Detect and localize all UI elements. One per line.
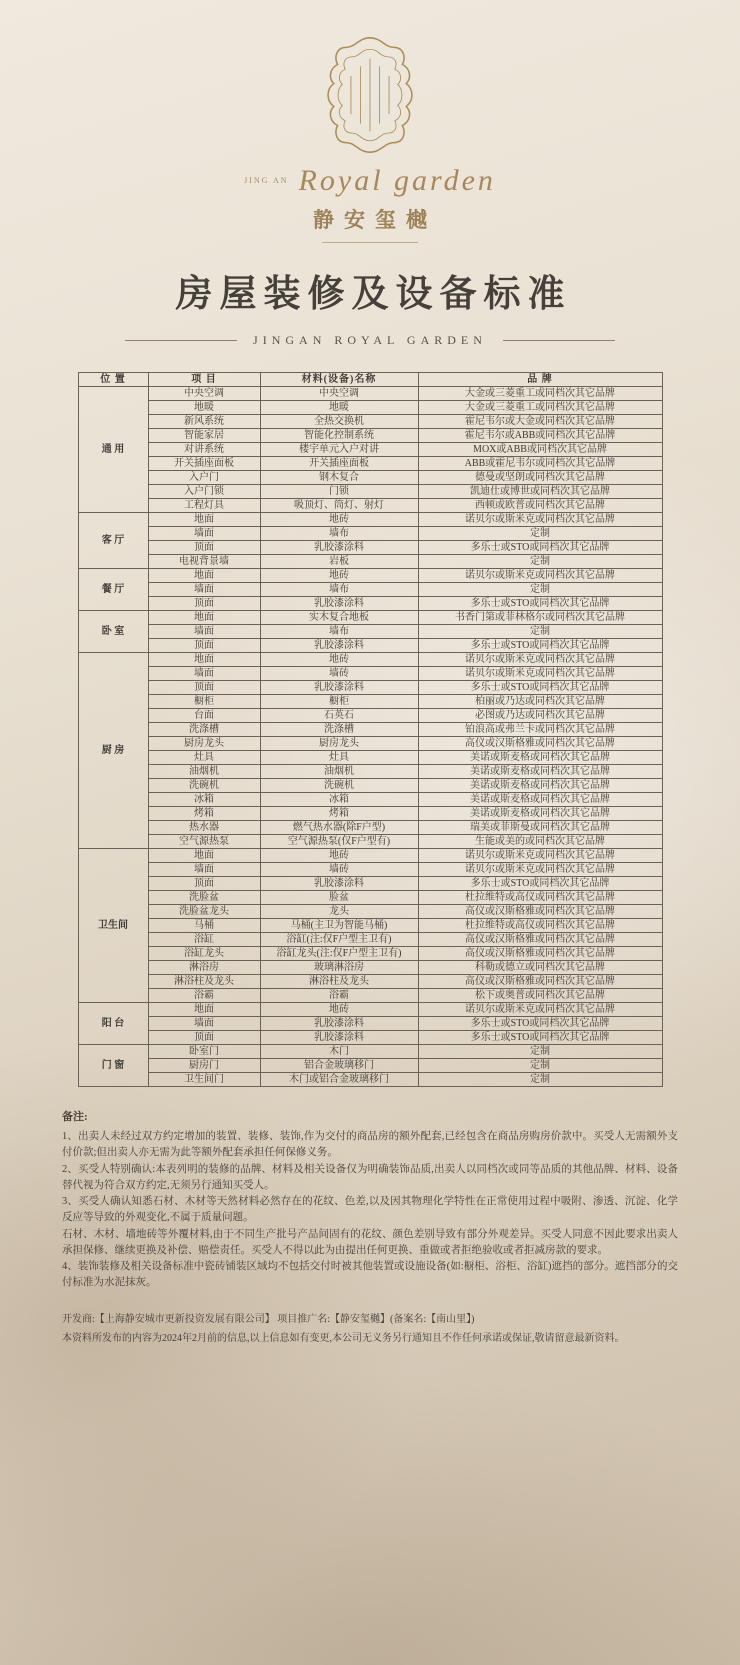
spec-cell: 霍尼韦尔或ABB或同档次其它品牌 xyxy=(418,429,662,443)
spec-cell: 地暖 xyxy=(148,401,260,415)
spec-cell: 洗涤槽 xyxy=(148,723,260,737)
table-row xyxy=(78,443,662,457)
spec-cell: 橱柜 xyxy=(260,695,418,709)
spec-cell: 墙布 xyxy=(260,527,418,541)
spec-cell: 多乐士或STO或同档次其它品牌 xyxy=(418,541,662,555)
table-row xyxy=(78,513,662,527)
spec-cell: ABB或霍尼韦尔或同档次其它品牌 xyxy=(418,457,662,471)
table-row xyxy=(78,821,662,835)
lattice-emblem-icon xyxy=(324,34,416,156)
spec-cell: 油烟机 xyxy=(148,765,260,779)
table-row xyxy=(78,807,662,821)
spec-cell: 铂浪高或弗兰卡或同档次其它品牌 xyxy=(418,723,662,737)
spec-cell: 墙面 xyxy=(148,583,260,597)
spec-cell: 诺贝尔或斯米克或同档次其它品牌 xyxy=(418,653,662,667)
location-cell: 厨 房 xyxy=(78,653,148,849)
logo-small-label: JING AN xyxy=(244,175,289,185)
spec-cell: 美诺或斯麦格或同档次其它品牌 xyxy=(418,807,662,821)
spec-cell: 美诺或斯麦格或同档次其它品牌 xyxy=(418,765,662,779)
spec-cell: 入户门锁 xyxy=(148,485,260,499)
spec-cell: 木门 xyxy=(260,1045,418,1059)
spec-cell: 多乐士或STO或同档次其它品牌 xyxy=(418,1017,662,1031)
spec-cell: 墙面 xyxy=(148,863,260,877)
spec-cell: 厨房门 xyxy=(148,1059,260,1073)
note-line: 石材、木材、墙地砖等外覆材料,由于不同生产批号产品间固有的花纹、颜色差别导致有部分外观差异。买受人同意不因此要求出卖人承担保修、继续更换及补偿、赔偿责任。买受人不得以此为由提出任何更换、重做或者拒绝验收或者拒减房款的要求。 xyxy=(62,1228,678,1256)
table-row xyxy=(78,723,662,737)
spec-cell: 定制 xyxy=(418,583,662,597)
spec-cell: 顶面 xyxy=(148,877,260,891)
spec-cell: 开关插座面板 xyxy=(260,457,418,471)
spec-cell: 顶面 xyxy=(148,541,260,555)
spec-cell: 全热交换机 xyxy=(260,415,418,429)
spec-cell: 地面 xyxy=(148,513,260,527)
spec-cell: 诺贝尔或斯米克或同档次其它品牌 xyxy=(418,513,662,527)
spec-cell: 中央空调 xyxy=(148,387,260,401)
spec-cell: 淋浴柱及龙头 xyxy=(148,975,260,989)
developer-line: 开发商:【上海静安城市更新投资发展有限公司】 项目推广名:【静安玺樾】(备案名:【南山里】) xyxy=(62,1313,475,1325)
spec-cell: 墙砖 xyxy=(260,863,418,877)
spec-cell: 马桶(主卫为智能马桶) xyxy=(260,919,418,933)
spec-cell: 电视背景墙 xyxy=(148,555,260,569)
page-title: 房屋装修及设备标准 xyxy=(175,274,572,315)
notes-label: 备注: xyxy=(62,1111,88,1123)
logo-script-name: Royal garden xyxy=(298,164,496,197)
table-row xyxy=(78,863,662,877)
spec-cell: 必图或乃达或同档次其它品牌 xyxy=(418,709,662,723)
spec-cell: 诺贝尔或斯米克或同档次其它品牌 xyxy=(418,849,662,863)
spec-cell: 顶面 xyxy=(148,681,260,695)
spec-cell: 高仪或汉斯格雅或同档次其它品牌 xyxy=(418,737,662,751)
table-row xyxy=(78,387,662,401)
location-cell: 阳 台 xyxy=(78,1003,148,1045)
spec-cell: 瑞美或菲斯曼或同档次其它品牌 xyxy=(418,821,662,835)
spec-cell: 地面 xyxy=(148,569,260,583)
spec-cell: 西顿或欧普或同档次其它品牌 xyxy=(418,499,662,513)
spec-cell: 台面 xyxy=(148,709,260,723)
table-row xyxy=(78,709,662,723)
spec-cell: 多乐士或STO或同档次其它品牌 xyxy=(418,639,662,653)
subtitle-rule-right xyxy=(503,340,615,341)
notes-lines xyxy=(62,1129,678,1292)
spec-cell: 浴缸(注:仅F户型主卫有) xyxy=(260,933,418,947)
location-cell: 卫生间 xyxy=(78,849,148,1003)
spec-cell: 石英石 xyxy=(260,709,418,723)
spec-cell: 多乐士或STO或同档次其它品牌 xyxy=(418,681,662,695)
spec-cell: 实木复合地板 xyxy=(260,611,418,625)
spec-cell: 乳胶漆涂料 xyxy=(260,877,418,891)
column-header: 项 目 xyxy=(148,373,260,387)
table-row xyxy=(78,681,662,695)
spec-cell: 乳胶漆涂料 xyxy=(260,1017,418,1031)
spec-cell: 浴霸 xyxy=(148,989,260,1003)
spec-cell: 玻璃淋浴房 xyxy=(260,961,418,975)
spec-cell: 多乐士或STO或同档次其它品牌 xyxy=(418,1031,662,1045)
column-header: 材料(设备)名称 xyxy=(260,373,418,387)
spec-cell: 智能家居 xyxy=(148,429,260,443)
table-row xyxy=(78,1031,662,1045)
spec-cell: 柏丽或乃达或同档次其它品牌 xyxy=(418,695,662,709)
spec-cell: 智能化控制系统 xyxy=(260,429,418,443)
spec-cell: 高仪或汉斯格雅或同档次其它品牌 xyxy=(418,905,662,919)
spec-cell: 冰箱 xyxy=(148,793,260,807)
spec-cell: 墙面 xyxy=(148,527,260,541)
spec-cell: 松下或奥普或同档次其它品牌 xyxy=(418,989,662,1003)
spec-cell: 卫生间门 xyxy=(148,1073,260,1087)
column-header: 位 置 xyxy=(78,373,148,387)
spec-table xyxy=(78,372,663,1087)
spec-cell: 地面 xyxy=(148,849,260,863)
spec-cell: 杜拉维特或高仪或同档次其它品牌 xyxy=(418,891,662,905)
table-row xyxy=(78,737,662,751)
spec-cell: 地面 xyxy=(148,653,260,667)
table-row xyxy=(78,877,662,891)
header-row xyxy=(78,373,662,387)
table-row xyxy=(78,1073,662,1087)
subtitle-rule-left xyxy=(125,340,237,341)
subtitle-row xyxy=(0,333,740,348)
spec-cell: 铝合金玻璃移门 xyxy=(260,1059,418,1073)
location-cell: 门 窗 xyxy=(78,1045,148,1087)
spec-cell: 多乐士或STO或同档次其它品牌 xyxy=(418,597,662,611)
spec-cell: 龙头 xyxy=(260,905,418,919)
spec-cell: 乳胶漆涂料 xyxy=(260,639,418,653)
logo-divider xyxy=(322,242,418,243)
spec-cell: 地砖 xyxy=(260,1003,418,1017)
spec-cell: 地砖 xyxy=(260,569,418,583)
table-row xyxy=(78,639,662,653)
note-line: 3、买受人确认知悉石材、木材等天然材料必然存在的花纹、色差,以及因其物理化学特性在正常使用过程中吸附、渗透、沉淀、化学反应等导致的外观变化,不属于质量问题。 xyxy=(62,1196,678,1224)
spec-cell: 诺贝尔或斯米克或同档次其它品牌 xyxy=(418,667,662,681)
footer-section xyxy=(62,1310,678,1348)
note-line: 2、买受人特别确认:本表列明的装修的品牌、材料及相关设备仅为明确装饰品质,出卖人以同档次或同等品质的其他品牌、材料、设备替代视为符合双方约定,无须另行通知买受人。 xyxy=(62,1163,678,1191)
spec-cell: 定制 xyxy=(418,527,662,541)
spec-cell: 淋浴柱及龙头 xyxy=(260,975,418,989)
table-row xyxy=(78,429,662,443)
spec-cell: 洗脸盆龙头 xyxy=(148,905,260,919)
spec-cell: 洗涤槽 xyxy=(260,723,418,737)
spec-cell: 地砖 xyxy=(260,849,418,863)
spec-cell: 定制 xyxy=(418,1059,662,1073)
table-row xyxy=(78,569,662,583)
spec-cell: 诺贝尔或斯米克或同档次其它品牌 xyxy=(418,1003,662,1017)
table-row xyxy=(78,975,662,989)
spec-cell: 定制 xyxy=(418,555,662,569)
spec-cell: 定制 xyxy=(418,1045,662,1059)
spec-cell: 热水器 xyxy=(148,821,260,835)
table-row xyxy=(78,751,662,765)
spec-cell: 墙面 xyxy=(148,667,260,681)
spec-cell: 新风系统 xyxy=(148,415,260,429)
spec-cell: 乳胶漆涂料 xyxy=(260,681,418,695)
spec-cell: 门锁 xyxy=(260,485,418,499)
table-row xyxy=(78,541,662,555)
spec-cell: 冰箱 xyxy=(260,793,418,807)
spec-cell: 诺贝尔或斯米克或同档次其它品牌 xyxy=(418,569,662,583)
spec-cell: 灶具 xyxy=(260,751,418,765)
spec-cell: 乳胶漆涂料 xyxy=(260,597,418,611)
table-row xyxy=(78,401,662,415)
spec-cell: 马桶 xyxy=(148,919,260,933)
table-row xyxy=(78,793,662,807)
spec-cell: 卧室门 xyxy=(148,1045,260,1059)
spec-cell: 洗脸盆 xyxy=(148,891,260,905)
table-row xyxy=(78,415,662,429)
table-row xyxy=(78,583,662,597)
page-subtitle: JINGAN ROYAL GARDEN xyxy=(253,333,487,347)
spec-cell: 地暖 xyxy=(260,401,418,415)
spec-cell: 乳胶漆涂料 xyxy=(260,541,418,555)
table-row xyxy=(78,905,662,919)
spec-cell: 墙面 xyxy=(148,625,260,639)
spec-cell: 凯迪仕或博世或同档次其它品牌 xyxy=(418,485,662,499)
table-row xyxy=(78,779,662,793)
notes-section xyxy=(62,1109,678,1292)
spec-cell: 顶面 xyxy=(148,639,260,653)
table-row xyxy=(78,765,662,779)
table-row xyxy=(78,527,662,541)
location-cell: 卧 室 xyxy=(78,611,148,653)
table-row xyxy=(78,835,662,849)
spec-cell: 美诺或斯麦格或同档次其它品牌 xyxy=(418,793,662,807)
table-row xyxy=(78,471,662,485)
table-row xyxy=(78,499,662,513)
spec-cell: 定制 xyxy=(418,1073,662,1087)
spec-cell: 浴缸龙头(注:仅F户型主卫有) xyxy=(260,947,418,961)
spec-cell: 顶面 xyxy=(148,1031,260,1045)
spec-cell: 对讲系统 xyxy=(148,443,260,457)
spec-cell: 入户门 xyxy=(148,471,260,485)
table-row xyxy=(78,1003,662,1017)
spec-cell: 地砖 xyxy=(260,653,418,667)
spec-cell: MOX或ABB或同档次其它品牌 xyxy=(418,443,662,457)
spec-cell: 中央空调 xyxy=(260,387,418,401)
spec-cell: 开关插座面板 xyxy=(148,457,260,471)
logo-chinese-name: 静安玺樾 xyxy=(313,208,437,232)
spec-cell: 浴缸龙头 xyxy=(148,947,260,961)
table-row xyxy=(78,961,662,975)
note-line: 1、出卖人未经过双方约定增加的装置、装修、装饰,作为交付的商品房的额外配套,已经包含在商品房购房价款中。买受人无需额外支付价款;但出卖人亦无需为此等额外配套承担任何保修义务。 xyxy=(62,1131,678,1159)
spec-cell: 浴缸 xyxy=(148,933,260,947)
spec-cell: 大金或三菱重工或同档次其它品牌 xyxy=(418,387,662,401)
location-cell: 通 用 xyxy=(78,387,148,513)
table-row xyxy=(78,597,662,611)
spec-cell: 杜拉维特或高仪或同档次其它品牌 xyxy=(418,919,662,933)
spec-cell: 顶面 xyxy=(148,597,260,611)
spec-cell: 木门或铝合金玻璃移门 xyxy=(260,1073,418,1087)
spec-cell: 墙砖 xyxy=(260,667,418,681)
spec-cell: 空气源热泵(仅F户型有) xyxy=(260,835,418,849)
spec-cell: 工程灯具 xyxy=(148,499,260,513)
spec-cell: 书香门第或菲林格尔或同档次其它品牌 xyxy=(418,611,662,625)
table-row xyxy=(78,919,662,933)
spec-cell: 浴霸 xyxy=(260,989,418,1003)
spec-cell: 厨房龙头 xyxy=(260,737,418,751)
spec-cell: 高仪或汉斯格雅或同档次其它品牌 xyxy=(418,933,662,947)
spec-cell: 大金或三菱重工或同档次其它品牌 xyxy=(418,401,662,415)
spec-cell: 钢木复合 xyxy=(260,471,418,485)
table-row xyxy=(78,695,662,709)
spec-cell: 多乐士或STO或同档次其它品牌 xyxy=(418,877,662,891)
spec-cell: 洗碗机 xyxy=(148,779,260,793)
spec-cell: 地面 xyxy=(148,611,260,625)
spec-cell: 墙布 xyxy=(260,625,418,639)
spec-cell: 脸盆 xyxy=(260,891,418,905)
table-row xyxy=(78,933,662,947)
table-row xyxy=(78,555,662,569)
spec-cell: 岩板 xyxy=(260,555,418,569)
table-row xyxy=(78,947,662,961)
spec-cell: 烤箱 xyxy=(260,807,418,821)
spec-cell: 厨房龙头 xyxy=(148,737,260,751)
spec-cell: 高仪或汉斯格雅或同档次其它品牌 xyxy=(418,947,662,961)
spec-cell: 生能或美的或同档次其它品牌 xyxy=(418,835,662,849)
table-row xyxy=(78,1017,662,1031)
table-row xyxy=(78,1059,662,1073)
brand-logo xyxy=(0,34,740,243)
spec-cell: 乳胶漆涂料 xyxy=(260,1031,418,1045)
location-cell: 餐 厅 xyxy=(78,569,148,611)
spec-cell: 诺贝尔或斯米克或同档次其它品牌 xyxy=(418,863,662,877)
table-row xyxy=(78,667,662,681)
table-row xyxy=(78,611,662,625)
spec-cell: 地面 xyxy=(148,1003,260,1017)
spec-cell: 吸顶灯、筒灯、射灯 xyxy=(260,499,418,513)
spec-cell: 美诺或斯麦格或同档次其它品牌 xyxy=(418,751,662,765)
spec-cell: 科勒或德立或同档次其它品牌 xyxy=(418,961,662,975)
spec-cell: 淋浴房 xyxy=(148,961,260,975)
spec-cell: 橱柜 xyxy=(148,695,260,709)
spec-cell: 油烟机 xyxy=(260,765,418,779)
table-row xyxy=(78,989,662,1003)
column-header: 品 牌 xyxy=(418,373,662,387)
table-row xyxy=(78,891,662,905)
table-row xyxy=(78,849,662,863)
spec-cell: 高仪或汉斯格雅或同档次其它品牌 xyxy=(418,975,662,989)
table-row xyxy=(78,485,662,499)
spec-cell: 墙面 xyxy=(148,1017,260,1031)
spec-cell: 燃气热水器(除F户型) xyxy=(260,821,418,835)
spec-cell: 空气源热泵 xyxy=(148,835,260,849)
table-row xyxy=(78,625,662,639)
spec-cell: 灶具 xyxy=(148,751,260,765)
table-row xyxy=(78,457,662,471)
note-line: 4、装饰装修及相关设备标准中瓷砖铺装区域均不包括交付时被其他装置或设施设备(如:橱柜、浴柜、浴缸)遮挡的部分。遮挡部分的交付标准为水泥抹灰。 xyxy=(62,1261,678,1289)
spec-cell: 烤箱 xyxy=(148,807,260,821)
spec-cell: 美诺或斯麦格或同档次其它品牌 xyxy=(418,779,662,793)
spec-cell: 楼宇单元入户对讲 xyxy=(260,443,418,457)
spec-cell: 地砖 xyxy=(260,513,418,527)
spec-cell: 霍尼韦尔或大金或同档次其它品牌 xyxy=(418,415,662,429)
location-cell: 客 厅 xyxy=(78,513,148,569)
spec-cell: 定制 xyxy=(418,625,662,639)
disclaimer-line: 本资料所发布的内容为2024年2月前的信息,以上信息如有变更,本公司无义务另行通知且不作任何承诺或保证,敬请留意最新资料。 xyxy=(62,1332,625,1344)
table-row xyxy=(78,1045,662,1059)
spec-cell: 墙布 xyxy=(260,583,418,597)
spec-cell: 德曼或坚朗或同档次其它品牌 xyxy=(418,471,662,485)
table-row xyxy=(78,653,662,667)
spec-cell: 洗碗机 xyxy=(260,779,418,793)
